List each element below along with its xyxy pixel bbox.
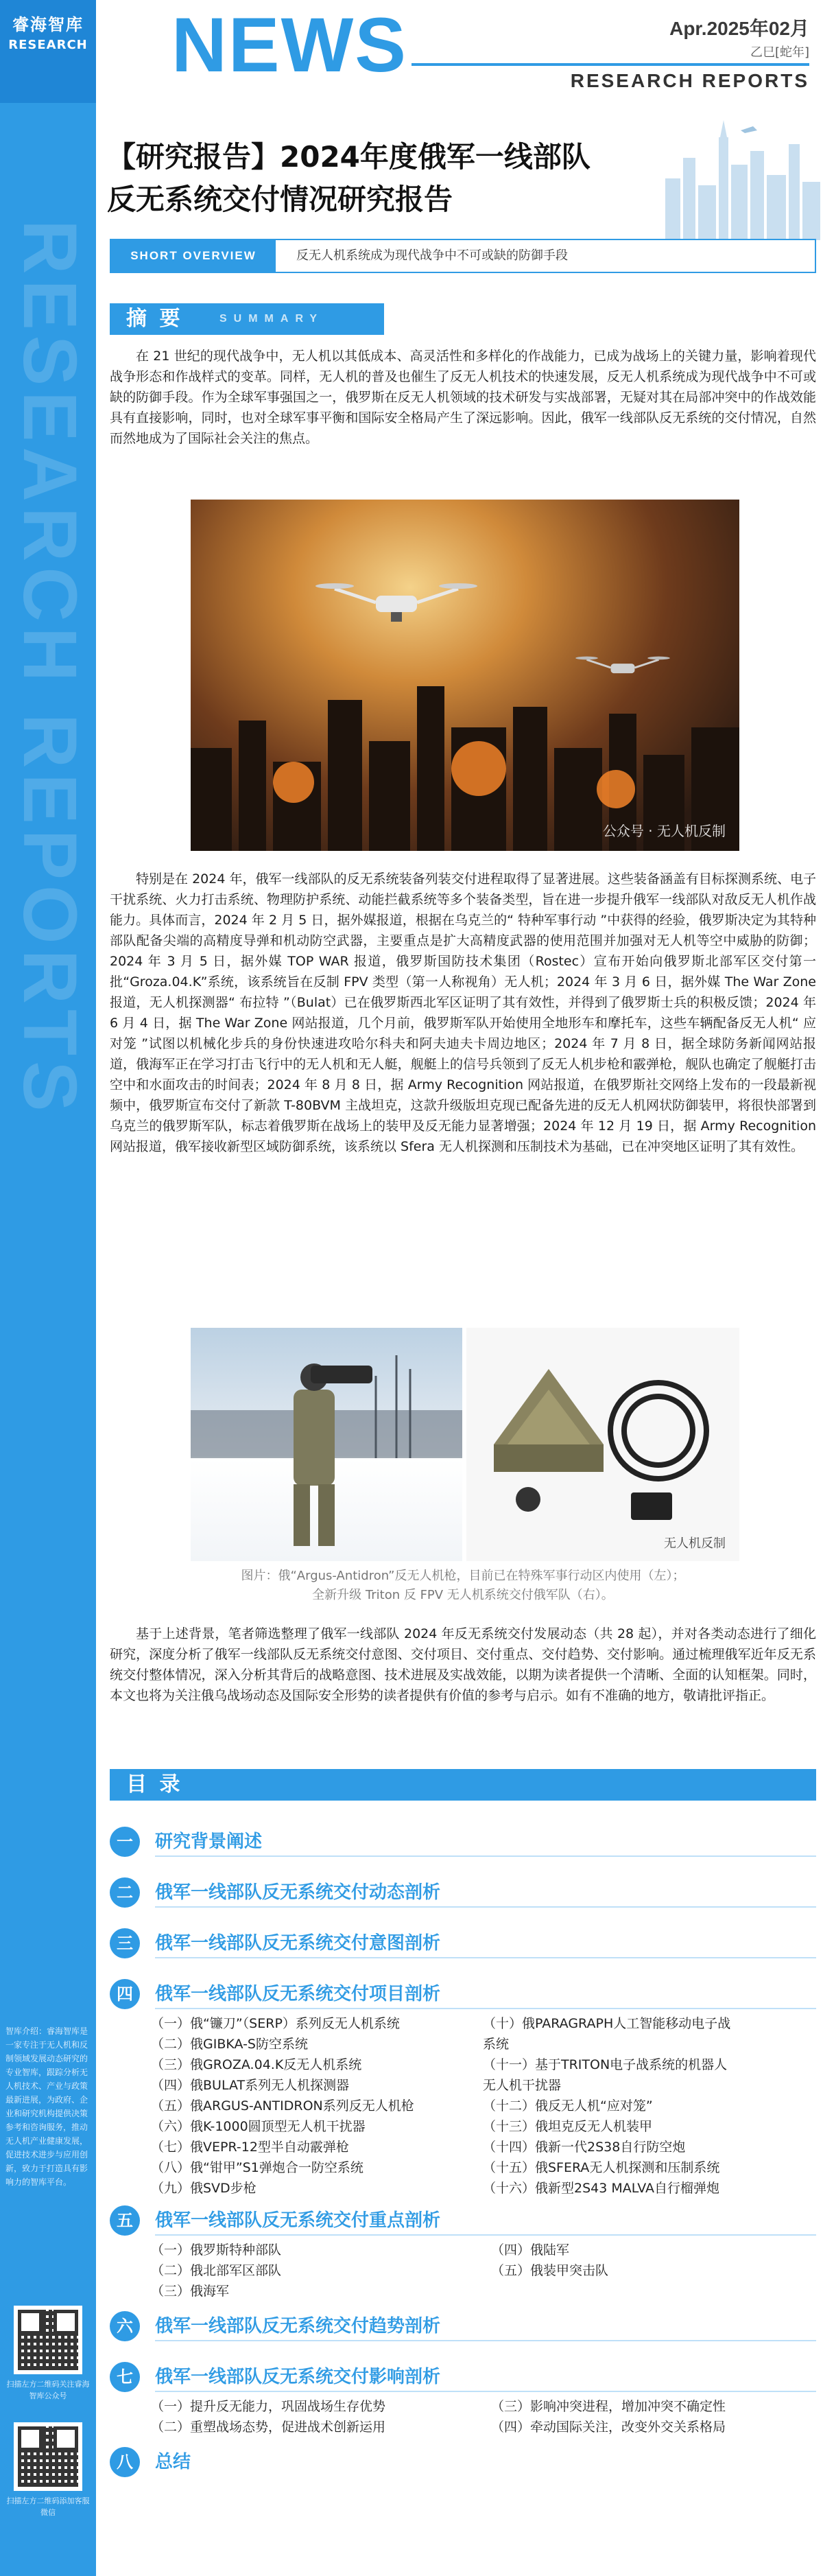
toc-heading: [110, 1769, 816, 1801]
toc-subitem[interactable]: （十三）俄坦克反无人机装甲: [483, 2119, 653, 2134]
news-masthead: NEWS: [171, 2, 407, 88]
image-caption-line1: 图片：俄“Argus-Antidron”反无人机枪，目前已在特殊军事行动区内使用（左）；: [241, 1569, 685, 1583]
image-watermark: 公众号 · 无人机反制: [602, 823, 726, 839]
toc-number: 六: [110, 2311, 140, 2341]
toc-number: 三: [110, 1928, 140, 1958]
toc-subitem[interactable]: （十一）基于TRITON电子战系统的机器人: [483, 2057, 728, 2072]
brand-logo: [0, 0, 96, 103]
lunar-year: 乙巳[蛇年]: [750, 45, 809, 60]
abstract-paragraph-2: 特别是在 2024 年，俄军一线部队的反无系统装备列装交付进程取得了显著进展。这些装备涵盖有目标探测系统、电子干扰系统、火力打击系统、物理防护系统、动能拦截系统等多个装备类型，旨在进一步提升俄军一线部队对敌反无人机作战能力。具体而言，2024 年 2 月 5 日，据外媒报道，根据在乌克兰的“ 特种军事行动 ”中获得的经验，俄罗斯决定为其特种部队配备尖端的高精度导弹和机动防空武器，主要重点是扩大高精度武器的使用范围并加强对无人机等空中威胁的防御；2024 年 3 月 5 日，据外媒 TOP WAR 报道，俄罗斯国防技术集团（Rostec）宣布开始向俄罗斯北部军区交付第一批“Groza.04.K”系统，该系统旨在反制 FPV 类型（第一人称视角）无人机；2024 年 3 月 6 日，据外媒 The War Zone 报道，无人机探测器“ 布拉特 ”（Bulat）已在俄罗斯西北军区证明了其有效性，并得到了俄罗斯士兵的积极反馈；2024 年 6 月 4 日，据 The War Zone 网站报道，几个月前，俄罗斯军队开始使用全地形车和摩托车，这些车辆配备反无人机“ 应对笼 ”试图以机械化步兵的身份快速进攻哈尔科夫和阿夫迪夫卡周边地区；2024 年 7 月 8 日，据全球防务新闻网站报道，俄海军正在学习打击飞行中的无人机和无人艇，舰艇上的信号兵领到了反无人机步枪和霰弹枪，舰队也确定了舰艇打击空中和水面攻击的时间表；2024 年 8 月 8 日，据 Army Recognition 网站报道，在俄罗斯社交网络上发布的一段最新视频中，俄罗斯宣布交付了新款 T-80BVM 主战坦克，这款升级版坦克现已配备先进的反无人机网状防御装甲，将很快部署到乌克兰的俄罗斯军队，标志着俄罗斯在战场上的装甲及反无能力显著增强；2024 年 12 月 19 日，据 Army Recognition 网站报道，俄军接收新型区域防御系统，该系统以 Sfera 无人机探测和压制技术为基础，已在冲突地区证明了其有效性。: [110, 871, 816, 1154]
qr-code-customer-service[interactable]: [14, 2422, 82, 2491]
image-caption: [110, 1567, 816, 1605]
issue-date: Apr.2025年02月: [669, 18, 809, 39]
toc-subitem[interactable]: （四）牵动国际关注，改变外交关系格局: [491, 2420, 726, 2435]
toc-subitem[interactable]: （十四）俄新一代2S38自行防空炮: [483, 2140, 686, 2155]
toc-heading-text: 目 录: [126, 1772, 183, 1796]
left-sidebar-strip: [0, 0, 96, 2576]
toc-subitem[interactable]: （一）俄“镰刀”（SERP）系列反无人机系统: [151, 2016, 400, 2031]
toc-title: 总结: [155, 2452, 191, 2472]
drone-icon: [314, 561, 479, 644]
research-reports-label: RESEARCH REPORTS: [570, 70, 809, 91]
abstract-paragraph-3: 基于上述背景，笔者筛选整理了俄军一线部队 2024 年反无系统交付发展动态（共 28 起），并对各类动态进行了细化研究，深度分析了俄军一线部队反无系统交付意图、交付项目、交付重点、交付趋势、交付影响。通过梳理俄军近年反无系统交付整体情况，深入分析其背后的战略意图、技术进展及实战效能，以期为读者提供一个清晰、全面的认知框架。同时，本文也将为关注俄乌战场动态及国际安全形势的读者提供有价值的参考与启示。如有不准确的地方，敬请批评指正。: [110, 1626, 816, 1703]
toc-subitem[interactable]: （三）俄GROZA.04.K反无人机系统: [151, 2057, 362, 2072]
toc-title: 俄军一线部队反无系统交付动态剖析: [155, 1882, 441, 1903]
toc-subitem[interactable]: （四）俄陆军: [491, 2243, 570, 2258]
toc-section-5[interactable]: [110, 2205, 816, 2236]
abstract-heading-en: SUMMARY: [219, 313, 324, 325]
abstract-heading-zh: 摘 要: [126, 307, 183, 331]
report-title-line2: 反无系统交付情况研究报告: [107, 183, 453, 216]
toc-subitem[interactable]: （十二）俄反无人机“应对笼”: [483, 2098, 653, 2114]
toc-subitem[interactable]: （五）俄装甲突击队: [491, 2263, 609, 2278]
toc-subitem[interactable]: （三）俄海军: [151, 2284, 230, 2299]
toc-divider: [155, 1957, 816, 1958]
toc-divider: [155, 1906, 816, 1908]
image-caption-line2: 全新升级 Triton 反 FPV 无人机系统交付俄军队（右）。: [312, 1588, 614, 1602]
report-title-line1: 【研究报告】2024年度俄军一线部队: [107, 140, 591, 174]
city-skyline-icon: [658, 117, 823, 240]
toc-divider: [155, 2234, 816, 2236]
toc-subitem[interactable]: （十六）俄新型2S43 MALVA自行榴弹炮: [483, 2181, 720, 2196]
brand-name-zh: 睿海智库: [12, 15, 84, 34]
toc-title: 俄军一线部队反无系统交付重点剖析: [155, 2210, 441, 2231]
qr-code-official-account[interactable]: [14, 2306, 82, 2374]
toc-number: 二: [110, 1877, 140, 1908]
toc-section-8[interactable]: [110, 2447, 816, 2477]
toc-section-6[interactable]: [110, 2311, 816, 2341]
toc-number: 五: [110, 2205, 140, 2236]
toc-title: 俄军一线部队反无系统交付影响剖析: [155, 2367, 441, 2387]
toc-divider: [155, 1855, 816, 1857]
toc-subitem[interactable]: （二）重塑战场态势，促进战术创新运用: [151, 2420, 386, 2435]
toc-divider: [155, 2340, 816, 2341]
triton-device-illustration: [466, 1328, 739, 1561]
report-title: [107, 136, 642, 221]
toc-subitem[interactable]: （八）俄“钳甲”S1弹炮合一防空系统: [151, 2160, 363, 2175]
soldier-with-jammer-illustration: [191, 1328, 462, 1561]
abstract-paragraph-1: 在 21 世纪的现代战争中，无人机以其低成本、高灵活性和多样化的作战能力，已成为战场上的关键力量，影响着现代战争形态和作战样式的变革。同样，无人机的普及也催生了反无人机技术的快速发展，反无人机系统成为现代战争中不可或缺的防御手段。作为全球军事强国之一，俄罗斯在反无人机领域的技术研发与实战部署，无疑对其在局部冲突中的作战效能具有直接影响，同时，也对全球军事平衡和国际安全格局产生了深远影响。因此，俄军一线部队反无系统的交付情况，自然而然地成为了国际社会关注的焦点。: [110, 349, 816, 446]
qr-caption-official-account: 扫描左方二维码关注睿海智库公众号: [6, 2380, 90, 2400]
think-tank-description: 智库介绍：睿海智库是一家专注于无人机和反制领域发展动态研究的专业智库，跟踪分析无人机技术、产业与政策最新进展，为政府、企业和研究机构提供决策参考和咨询服务，推动无人机产业健康发展，促进技术进步与应用创新，致力于打造具有影响力的智库平台。: [5, 2026, 88, 2187]
anti-drone-gun-soldier-image: [191, 1328, 462, 1561]
toc-number: 七: [110, 2362, 140, 2392]
toc-subitem[interactable]: （二）俄北部军区部队: [151, 2263, 282, 2278]
image-watermark: 无人机反制: [664, 1536, 726, 1551]
toc-title: 俄军一线部队反无系统交付意图剖析: [155, 1933, 441, 1954]
qr-caption-customer-service: 扫描左方二维码添加客服微信: [6, 2496, 90, 2517]
toc-divider: [155, 2391, 816, 2392]
toc-subitem[interactable]: （九）俄SVD步枪: [151, 2181, 257, 2196]
toc-subitem[interactable]: （四）俄BULAT系列无人机探测器: [151, 2078, 350, 2093]
toc-subitem[interactable]: （一）俄罗斯特种部队: [151, 2243, 282, 2258]
toc-number: 八: [110, 2447, 140, 2477]
toc-subitem[interactable]: （三）影响冲突进程，增加冲突不确定性: [491, 2399, 726, 2414]
toc-subitem[interactable]: （五）俄ARGUS-ANTIDRON系列反无人机枪: [151, 2098, 414, 2114]
toc-section-3[interactable]: [110, 1928, 816, 1958]
short-overview-bar: [110, 239, 816, 273]
toc-number: 一: [110, 1827, 140, 1857]
toc-subitem[interactable]: 无人机干扰器: [483, 2078, 562, 2093]
toc-subitem[interactable]: 系统: [483, 2037, 510, 2052]
toc-title: 研究背景阐述: [155, 1831, 263, 1852]
toc-subitem[interactable]: （七）俄VEPR-12型半自动霰弹枪: [151, 2140, 349, 2155]
toc-number: 四: [110, 1979, 140, 2009]
header-divider: [412, 63, 809, 66]
short-overview-tag: SHORT OVERVIEW: [111, 240, 276, 272]
toc-section-1[interactable]: [110, 1827, 816, 1857]
toc-title: 俄军一线部队反无系统交付项目剖析: [155, 1984, 441, 2004]
abstract-heading: [110, 303, 384, 335]
toc-subitem[interactable]: （十）俄PARAGRAPH人工智能移动电子战: [483, 2016, 731, 2031]
toc-section-4[interactable]: [110, 1979, 816, 2009]
toc-section-7[interactable]: [110, 2362, 816, 2392]
toc-subitem[interactable]: （二）俄GIBKA-S防空系统: [151, 2037, 308, 2052]
short-overview-text: 反无人机系统成为现代战争中不可或缺的防御手段: [296, 248, 568, 263]
drone-icon: [575, 644, 671, 692]
drone-battlefield-image: [191, 500, 739, 851]
brand-name-en: RESEARCH: [8, 38, 88, 52]
triton-anti-fpv-system-image: [466, 1328, 739, 1561]
toc-divider: [155, 2008, 816, 2009]
toc-section-2[interactable]: [110, 1877, 816, 1908]
toc-subitem[interactable]: （十五）俄SFERA无人机探测和压制系统: [483, 2160, 720, 2175]
toc-subitem[interactable]: （一）提升反无能力，巩固战场生存优势: [151, 2399, 386, 2414]
toc-title: 俄军一线部队反无系统交付趋势剖析: [155, 2316, 441, 2337]
toc-subitem[interactable]: （六）俄K-1000圆顶型无人机干扰器: [151, 2119, 366, 2134]
vertical-watermark: RESEARCH REPORTS: [8, 220, 92, 1117]
